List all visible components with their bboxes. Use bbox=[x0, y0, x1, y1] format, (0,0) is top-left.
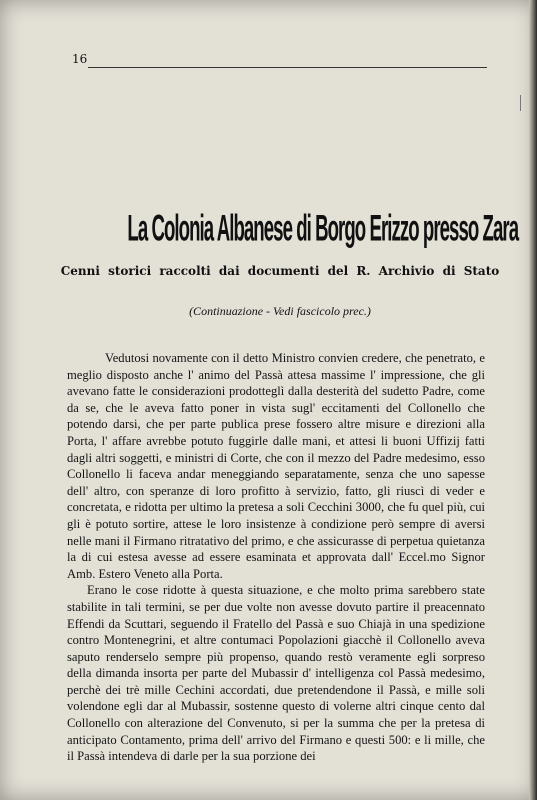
header-rule bbox=[88, 67, 487, 68]
article-body bbox=[67, 350, 485, 765]
book-spine-shadow bbox=[529, 0, 537, 800]
page-number: 16 bbox=[72, 52, 88, 66]
paragraph: Erano le cose ridotte à questa situazione, e che molto prima sarebbero state stabilite in tali termini, se per due volte non avesse dovuto partire il preacennato Effendi da Scuttari, seguendo il Fratello del Passà e suo Chiajà in una spedizione contro Montenegrini, et altre contumaci Popolazioni giacchè il Collonello aveva saputo renderselo sempre più propenso, quando restò veramente egli sorpreso della dimanda insorta per parte del Mubassir d' intelligenza col Passà medesimo, perchè dei trè mille Cechini accordati, due pretendendone il Passà, e mille soli volendone egli dar al Mubassir, sostenne questo di volerne altri cinque cento dal Collonello con alterazione del Convenuto, si per la summa che per la pretesa di anticipato Contamento, prima dell' arrivo del Firmano e questi 500: e li mille, che il Passà intendeva di darle per la sua porzione dei bbox=[67, 583, 485, 764]
continuation-note: (Continuazione - Vedi fascicolo prec.) bbox=[189, 304, 371, 318]
paragraph: Vedutosi novamente con il detto Ministro convien credere, che penetrato, e meglio disposto anche l' animo del Passà attesa massime l' impressione, che gli avevano fatte le considerazioni prodotteglì dalla desterità del sudetto Padre, come da se, che le aveva fatto poner in vista sugl' eccitamenti del Collonello che potendo darsi, che per parte publica prese fossero altre misure e direzioni alla Porta, l' affare avrebbe potuto fuggirle dalle mani, et attesi li buoni Uffizij fatti dagli altri soggetti, e ministri di Corte, che con il mezzo del Padre medesimo, esso Collonello li faceva andar meneggiando separatamente, senza che uno sapesse dell' altro, con speranze di loro profitto à servizio, fatto, gli riuscì di veder e concretata, e ridotta per ultimo la pretesa a soli Cecchini 3000, che fu quel più, cui gli è potuto sortire, attese le loro insistenze à condizione però sempre di aversi nelle mani il Firmano ritratativo del primo, e che assicurasse di perpetua quietanza la di cui estesa avesse ad essere esaminata et approvata dall' Eccel.mo Signor Amb. Estero Veneto alla Porta. bbox=[67, 351, 485, 581]
article-subtitle: Cenni storici raccolti dai documenti del R. Archivio di Stato bbox=[60, 264, 500, 278]
margin-mark bbox=[520, 95, 521, 111]
article-title: La Colonia Albanese di Borgo Erizzo presso Zara bbox=[127, 208, 519, 250]
